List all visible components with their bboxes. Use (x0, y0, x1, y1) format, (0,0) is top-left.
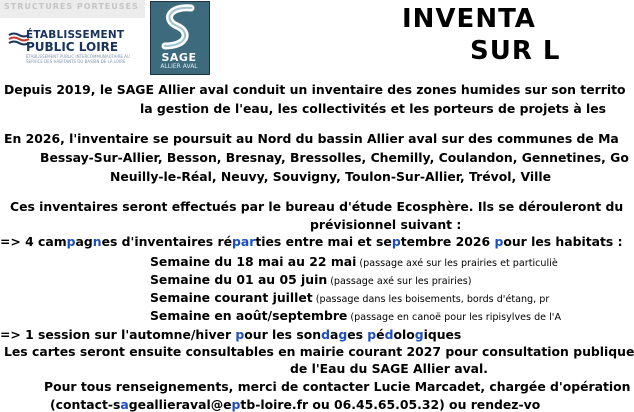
p2026-line-1: En 2026, l'inventaire se poursuit au Nord du bassin Allier aval sur des communes de Ma (4, 131, 619, 146)
campaigns-line (0, 234, 623, 249)
week-item: Semaine courant juillet (passage dans les boisements, bords d'étang, pr (150, 290, 550, 305)
session-text: 1 session sur l'automne/hiver pour les sondages pédologiques (25, 327, 462, 342)
page-title-line1: INVENTA (402, 4, 536, 34)
top-strip-text: STRUCTURES PORTEUSES (4, 2, 139, 11)
arrow-marker: => (0, 234, 21, 249)
cartes-line-1: Les cartes seront ensuite consultables en mairie courant 2027 pour consultation publique (4, 344, 634, 359)
p2026-line-3: Neuilly-le-Réal, Neuvy, Souvigny, Toulon-Sur-Allier, Trévol, Ville (110, 169, 552, 184)
logo-line1: ÉTABLISSEMENT (26, 29, 125, 41)
page-title-line2: SUR L (470, 36, 561, 66)
bureau-line-2: prévisionnel suivant : (310, 217, 462, 232)
p2026-line-2: Bessay-Sur-Allier, Besson, Bresnay, Bressolles, Chemilly, Coulandon, Gennetines, Go (40, 150, 629, 165)
intro-line-1: Depuis 2019, le SAGE Allier aval conduit un inventaire des zones humides sur son territo (4, 82, 626, 97)
sage-logo-label: SAGE (161, 51, 197, 64)
week-item: Semaine en août/septembre (passage en canoë pour les ripisylves de l'A (150, 308, 562, 323)
session-line (0, 327, 461, 342)
cartes-line-2: de l'Eau du SAGE Allier aval. (290, 361, 488, 376)
contact-line-2: (contact-sageallieraval@eptb-loire.fr ou 06.45.65.05.32) ou rendez-vo (50, 397, 541, 412)
river-s-icon (151, 2, 209, 52)
bureau-line-1: Ces inventaires seront effectués par le bureau d'étude Ecosphère. Ils se dérouleront du (10, 199, 624, 214)
week-item: Semaine du 01 au 05 juin (passage axé sur les prairies) (150, 272, 472, 287)
sage-logo-sub: ALLIER AVAL (160, 63, 198, 70)
arrow-marker: => (0, 327, 21, 342)
logo-subtitle: ÉTABLISSEMENT PUBLIC INTERCOMMUNAUTAIRE AU SERVICE DES HABITANTS DU BASSIN DE LA LOIRE (26, 54, 130, 64)
campaigns-text: 4 campagnes d'inventaires réparties entre mai et septembre 2026 pour les habitats : (25, 234, 623, 249)
logo-line2: PUBLIC LOIRE (26, 40, 119, 54)
week-item: Semaine du 18 mai au 22 mai (passage axé sur les prairies et particuliè (150, 254, 558, 269)
intro-line-2: la gestion de l'eau, les collectivités et les porteurs de projets à les (140, 101, 607, 116)
contact-line-1: Pour tous renseignements, merci de contacter Lucie Marcadet, chargée d'opération (44, 379, 631, 394)
